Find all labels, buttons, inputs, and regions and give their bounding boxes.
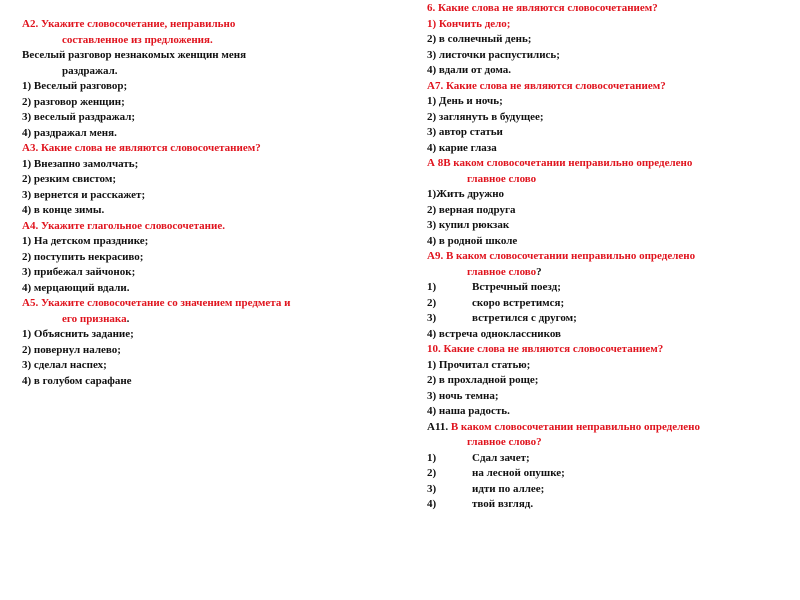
line-text: Сдал зачет; [472, 451, 530, 464]
line-text: Веселый разговор незнакомых женщин меня [22, 49, 247, 61]
answer-line [427, 466, 700, 482]
line-text: А9. В каком словосочетании неправильно определено [427, 250, 696, 262]
line-text: главное слово [467, 172, 537, 185]
answer-line [22, 48, 290, 64]
line-text: 3) автор статьи [427, 126, 503, 138]
answer-line [427, 358, 700, 374]
question-line [427, 172, 700, 188]
option-number: 3) [427, 482, 437, 495]
answer-line [427, 311, 700, 327]
option-number: 2) [427, 296, 437, 309]
answer-line [22, 234, 290, 250]
line-text: 3) прибежал зайчонок; [22, 266, 136, 278]
answer-line [427, 497, 700, 513]
line-text: идти по аллее; [472, 482, 545, 495]
line-text: 2) поступить некрасиво; [22, 250, 144, 263]
answer-line [427, 373, 700, 389]
line-text: 3) веселый раздражал; [22, 111, 136, 123]
answer-line [427, 389, 700, 405]
question-line [22, 296, 290, 312]
option-number: 1) [427, 451, 437, 464]
line-text: твой взгляд. [472, 498, 534, 510]
question-line [427, 156, 700, 172]
line-text: главное слово? [467, 436, 542, 448]
answer-line [22, 265, 290, 281]
line-text: 3) листочки распустились; [427, 48, 560, 61]
line-text: А7. Какие слова не являются словосочетанием? [427, 79, 666, 92]
line-text: 2) верная подруга [427, 203, 516, 216]
line-text: А2. Укажите словосочетание, неправильно [22, 18, 236, 30]
answer-line [427, 32, 700, 48]
answer-line [427, 63, 700, 79]
answer-line [427, 218, 700, 234]
line-text: 1) Кончить дело; [427, 17, 511, 30]
question-line [22, 312, 290, 328]
line-text: 2) разговор женщин; [22, 95, 125, 108]
answer-line [22, 327, 290, 343]
answer-line [22, 110, 290, 126]
punctuation: . [126, 312, 130, 325]
answer-line [427, 94, 700, 110]
line-text: 4) в голубом сарафане [22, 374, 132, 387]
line-text: 3) ночь темна; [427, 389, 499, 402]
line-text: 3) вернется и расскажет; [22, 188, 146, 201]
line-text: А3. Какие слова не являются словосочетанием? [22, 142, 261, 154]
line-text: скоро встретимся; [472, 296, 565, 309]
question-line [22, 17, 290, 33]
right-column [427, 1, 700, 513]
line-text: 4) в конце зимы. [22, 204, 105, 216]
line-text: В каком словосочетании неправильно определено [450, 420, 701, 433]
option-number: 4) [427, 498, 437, 510]
answer-line [22, 358, 290, 374]
answer-line [427, 404, 700, 420]
question-line [427, 435, 700, 451]
line-text: 2) резким свистом; [22, 173, 116, 185]
answer-line [22, 188, 290, 204]
line-text: А5. Укажите словосочетание со значением предмета и [22, 297, 291, 309]
answer-line [22, 95, 290, 111]
line-text: его признака [62, 312, 127, 325]
punctuation: ? [536, 265, 542, 278]
answer-line [427, 110, 700, 126]
line-text: составленное из предложения. [62, 33, 213, 46]
answer-line [22, 126, 290, 142]
answer-line [427, 296, 700, 312]
line-text: 4) в родной школе [427, 234, 518, 247]
option-number: 3) [427, 312, 437, 324]
answer-line [22, 250, 290, 266]
line-text: А 8В каком словосочетании неправильно определено [427, 157, 693, 169]
answer-line [427, 187, 700, 203]
question-line [427, 420, 700, 436]
line-text: 2) в солнечный день; [427, 33, 532, 45]
line-text: 2) повернул налево; [22, 343, 121, 356]
answer-line [427, 451, 700, 467]
line-text: 1) Объяснить задание; [22, 328, 134, 340]
answer-line [22, 64, 290, 80]
line-text: 10. Какие слова не являются словосочетанием? [427, 343, 664, 355]
question-line [427, 1, 700, 17]
answer-line [427, 141, 700, 157]
option-number: 2) [427, 467, 437, 479]
line-text: раздражал. [62, 64, 118, 77]
left-column [22, 17, 290, 389]
line-text: 4) встреча одноклассников [427, 327, 561, 340]
answer-line [427, 48, 700, 64]
answer-line [427, 234, 700, 250]
answer-line [427, 125, 700, 141]
answer-line [22, 79, 290, 95]
question-line [22, 33, 290, 49]
line-text: 3) сделал наспех; [22, 359, 107, 371]
answer-line [22, 343, 290, 359]
line-text: А4. Укажите глагольное словосочетание. [22, 219, 225, 232]
line-text: 4) мерцающий вдали. [22, 281, 130, 294]
line-text: 1) День и ночь; [427, 95, 503, 107]
line-text: 1) Прочитал статью; [427, 358, 531, 371]
line-text: 4) карие глаза [427, 141, 497, 154]
line-text: 3) купил рюкзак [427, 219, 510, 231]
line-text: 1) На детском празднике; [22, 235, 149, 247]
line-text: 1)Жить дружно [427, 188, 505, 200]
line-text: 6. Какие слова не являются словосочетанием? [427, 2, 658, 14]
answer-line [427, 280, 700, 296]
question-line [427, 249, 700, 265]
question-line [427, 342, 700, 358]
question-line [427, 17, 700, 33]
answer-line [22, 203, 290, 219]
answer-line [427, 482, 700, 498]
line-text: 4) раздражал меня. [22, 126, 117, 139]
line-text: 1) Внезапно замолчать; [22, 157, 139, 170]
line-text: 4) вдали от дома. [427, 64, 512, 76]
question-line [22, 141, 290, 157]
line-text: главное слово [467, 265, 537, 278]
line-text: встретился с другом; [472, 312, 577, 324]
question-line [427, 79, 700, 95]
question-number: А11. [427, 420, 451, 433]
line-text: 4) наша радость. [427, 405, 510, 417]
line-text: 2) заглянуть в будущее; [427, 110, 544, 123]
line-text: 2) в прохладной роще; [427, 374, 539, 386]
line-text: Встречный поезд; [472, 281, 561, 293]
option-number: 1) [427, 281, 437, 293]
answer-line [22, 172, 290, 188]
answer-line [427, 203, 700, 219]
answer-line [427, 327, 700, 343]
answer-line [22, 157, 290, 173]
answer-line [22, 281, 290, 297]
question-line [427, 265, 700, 281]
line-text: 1) Веселый разговор; [22, 80, 128, 92]
answer-line [22, 374, 290, 390]
question-line [22, 219, 290, 235]
line-text: на лесной опушке; [472, 467, 565, 479]
